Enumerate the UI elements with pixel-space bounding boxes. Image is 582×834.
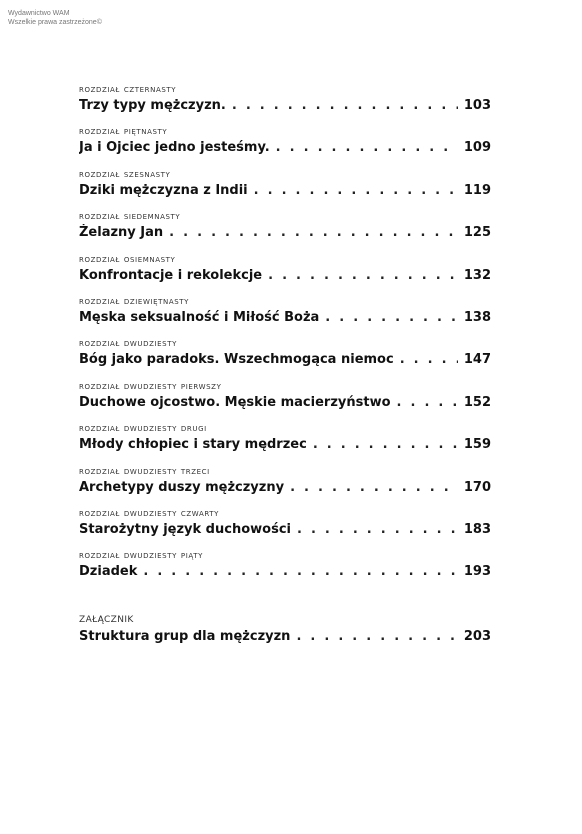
chapter-title: Dziadek bbox=[79, 564, 138, 580]
dot-leader bbox=[226, 97, 458, 114]
chapter-title: Dziki mężczyzna z Indii bbox=[79, 182, 248, 198]
publisher-name: Wydawnictwo WAM bbox=[8, 10, 70, 17]
chapter-label: rozdział dwudziesty drugi bbox=[79, 422, 207, 435]
dot-leader bbox=[290, 628, 457, 645]
toc-entry[interactable] bbox=[79, 422, 491, 464]
page-number: 138 bbox=[463, 309, 491, 325]
dot-leader bbox=[307, 436, 458, 453]
chapter-label: rozdział osiemnasty bbox=[79, 252, 176, 265]
toc-appendix-entry[interactable] bbox=[79, 610, 491, 652]
copyright-notice: Wszelkie prawa zastrzeżone© bbox=[8, 19, 102, 26]
toc-entry[interactable] bbox=[79, 380, 491, 422]
toc-entry[interactable] bbox=[79, 465, 491, 507]
toc-entry[interactable] bbox=[79, 125, 491, 167]
appendix-label: załącznik bbox=[79, 610, 134, 626]
chapter-title: Ja i Ojciec jedno jesteśmy. bbox=[79, 140, 270, 156]
page-number: 103 bbox=[463, 98, 491, 113]
publisher-watermark bbox=[8, 9, 102, 27]
dot-leader bbox=[137, 563, 458, 580]
dot-leader bbox=[291, 521, 458, 538]
dot-leader bbox=[391, 394, 458, 411]
dot-leader bbox=[319, 309, 458, 326]
dot-leader bbox=[284, 479, 458, 496]
chapter-title: Młody chłopiec i stary mędrzec bbox=[79, 437, 307, 453]
toc-entry[interactable] bbox=[79, 337, 491, 379]
dot-leader bbox=[270, 139, 458, 156]
chapter-label: rozdział piętnasty bbox=[79, 125, 168, 138]
page-number: 109 bbox=[463, 140, 491, 156]
toc-entry[interactable] bbox=[79, 507, 491, 549]
page-number: 170 bbox=[463, 479, 491, 495]
toc-entry[interactable] bbox=[79, 83, 491, 125]
toc-entry[interactable] bbox=[79, 210, 491, 252]
toc-entry[interactable] bbox=[79, 253, 491, 295]
chapter-title: Trzy typy mężczyzn. bbox=[79, 98, 226, 113]
page-number: 203 bbox=[463, 628, 491, 644]
chapter-label: rozdział dwudziesty czwarty bbox=[79, 506, 220, 519]
chapter-title: Bóg jako paradoks. Wszechmogąca niemoc bbox=[79, 352, 394, 368]
chapter-title: Archetypy duszy mężczyzny bbox=[79, 479, 285, 495]
chapter-label: rozdział siedemnasty bbox=[79, 210, 181, 223]
page-number: 147 bbox=[463, 352, 491, 368]
page-number: 119 bbox=[463, 182, 491, 198]
page-number: 132 bbox=[463, 267, 491, 283]
toc-entry[interactable] bbox=[79, 295, 491, 337]
chapter-title: Duchowe ojcostwo. Męskie macierzyństwo bbox=[79, 394, 391, 410]
chapter-label: rozdział dwudziesty trzeci bbox=[79, 464, 210, 477]
dot-leader bbox=[262, 267, 458, 284]
chapter-title: Konfrontacje i rekolekcje bbox=[79, 267, 263, 283]
chapter-label: rozdział szesnasty bbox=[79, 167, 171, 180]
toc-entry[interactable] bbox=[79, 168, 491, 210]
chapter-label: rozdział dziewiętnasty bbox=[79, 294, 190, 307]
page-number: 159 bbox=[463, 437, 491, 453]
page-number: 193 bbox=[463, 564, 491, 580]
dot-leader bbox=[248, 182, 458, 199]
chapter-label: rozdział dwudziesty bbox=[79, 337, 177, 350]
table-of-contents bbox=[79, 83, 491, 652]
chapter-label: rozdział dwudziesty piąty bbox=[79, 549, 204, 562]
dot-leader bbox=[394, 351, 458, 368]
chapter-title: Męska seksualność i Miłość Boża bbox=[79, 309, 320, 325]
chapter-title: Żelazny Jan bbox=[79, 225, 164, 241]
dot-leader bbox=[163, 224, 458, 241]
appendix-title: Struktura grup dla mężczyzn bbox=[79, 628, 291, 644]
chapter-label: rozdział dwudziesty pierwszy bbox=[79, 379, 222, 392]
page-number: 152 bbox=[463, 394, 491, 410]
toc-entry[interactable] bbox=[79, 549, 491, 591]
chapter-title: Starożytny język duchowości bbox=[79, 521, 291, 537]
page-number: 183 bbox=[463, 521, 491, 537]
page-number: 125 bbox=[463, 225, 491, 241]
chapter-label: rozdział czternasty bbox=[79, 83, 177, 95]
